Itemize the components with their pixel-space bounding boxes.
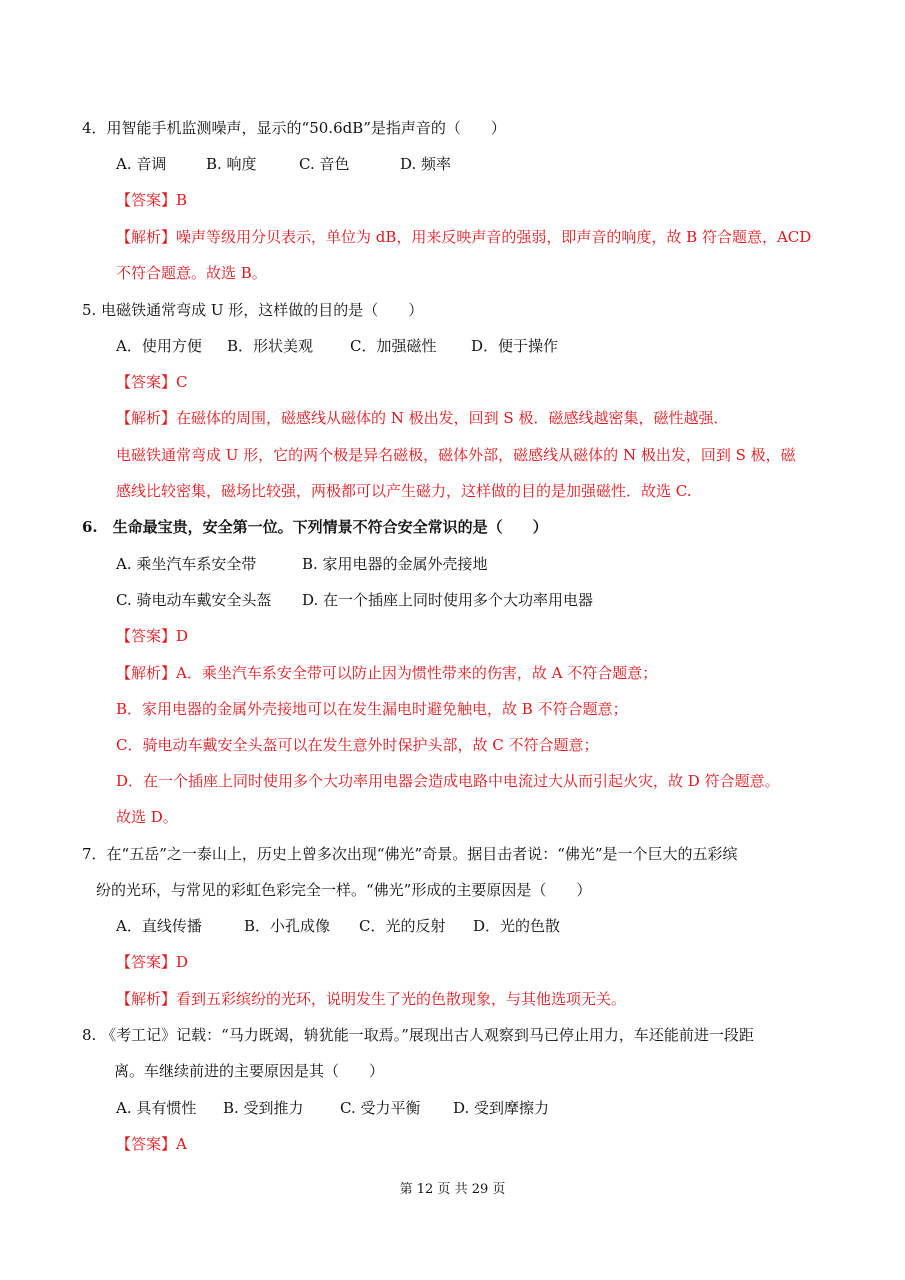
option-b: B. 家用电器的金属外壳接地: [302, 555, 488, 573]
question-6-analysis-line-1: 【解析】A．乘坐汽车系安全带可以防止因为惯性带来的伤害，故 A 不符合题意；: [116, 664, 658, 682]
question-8-stem-line-1: 8. 《考工记》记载：“马力既竭，辀犹能一取焉。”展现出古人观察到马已停止用力，车还能前进一段距: [82, 1026, 754, 1044]
option-b: B．小孔成像: [244, 917, 331, 935]
question-7-analysis-line-1: 【解析】看到五彩缤纷的光环，说明发生了光的色散现象，与其他选项无关。: [116, 990, 627, 1008]
option-c: C．加强磁性: [350, 337, 437, 355]
option-b: B. 受到推力: [223, 1099, 304, 1117]
question-5-stem: 5. 电磁铁通常弯成 U 形，这样做的目的是（ ）: [82, 301, 424, 319]
option-c: C．光的反射: [359, 917, 446, 935]
question-7-stem-line-1: 7．在“五岳”之一泰山上，历史上曾多次出现“佛光”奇景。据目击者说：“佛光”是一个巨大的五彩缤: [82, 845, 738, 863]
option-d: D. 在一个插座上同时使用多个大功率用电器: [302, 591, 594, 609]
question-4-analysis-line-1: 【解析】噪声等级用分贝表示，单位为 dB，用来反映声音的强弱，即声音的响度，故 B 符合题意，ACD: [116, 228, 812, 246]
option-c: C. 骑电动车戴安全头盔: [116, 591, 272, 609]
question-5-answer: 【答案】C: [116, 373, 188, 391]
option-d: D. 频率: [400, 155, 452, 173]
question-5-analysis-line-3: 感线比较密集，磁场比较强，两极都可以产生磁力，这样做的目的是加强磁性．故选 C.: [116, 482, 692, 500]
option-a: A. 乘坐汽车系安全带: [116, 555, 257, 573]
option-a: A. 音调: [116, 155, 167, 173]
question-6-answer: 【答案】D: [116, 627, 189, 645]
option-d: D. 受到摩擦力: [453, 1099, 550, 1117]
option-c: C. 受力平衡: [340, 1099, 421, 1117]
question-6-analysis-line-2: B．家用电器的金属外壳接地可以在发生漏电时避免触电，故 B 不符合题意；: [116, 700, 628, 718]
option-d: D．光的色散: [473, 917, 561, 935]
question-6-analysis-line-3: C．骑电动车戴安全头盔可以在发生意外时保护头部，故 C 不符合题意；: [116, 736, 599, 754]
option-a: A．使用方便: [116, 337, 202, 355]
page-footer: 第 12 页 共 29 页: [399, 1182, 506, 1197]
question-8-answer: 【答案】A: [116, 1135, 187, 1153]
option-b: B．形状美观: [227, 337, 314, 355]
option-b: B. 响度: [206, 155, 257, 173]
question-4-answer: 【答案】B: [116, 191, 188, 209]
question-8-stem-line-2: 离。车继续前进的主要原因是其（ ）: [114, 1062, 385, 1080]
question-6-analysis-line-4: D．在一个插座上同时使用多个大功率用电器会造成电路中电流过大从而引起火灾，故 D 符合题意。: [116, 772, 780, 790]
question-7-stem-line-2: 纷的光环，与常见的彩虹色彩完全一样。“佛光”形成的主要原因是（ ）: [96, 881, 592, 899]
question-6-analysis-line-5: 故选 D。: [116, 808, 178, 826]
option-a: A．直线传播: [116, 917, 202, 935]
question-5-analysis-line-2: 电磁铁通常弯成 U 形，它的两个极是异名磁极，磁体外部，磁感线从磁体的 N 极出发，回到 S 极，磁: [116, 446, 796, 464]
option-a: A. 具有惯性: [116, 1099, 197, 1117]
option-c: C. 音色: [299, 155, 350, 173]
question-4-stem: 4．用智能手机监测噪声，显示的“50.6dB”是指声音的（ ）: [82, 119, 506, 137]
question-4-analysis-line-2: 不符合题意。故选 B。: [116, 264, 267, 282]
question-7-answer: 【答案】D: [116, 953, 189, 971]
option-d: D．便于操作: [471, 337, 559, 355]
question-5-analysis-line-1: 【解析】在磁体的周围，磁感线从磁体的 N 极出发，回到 S 极．磁感线越密集，磁性越强．: [116, 409, 729, 427]
question-6-stem: 6. 生命最宝贵，安全第一位。下列情景不符合安全常识的是（ ）: [82, 518, 548, 536]
